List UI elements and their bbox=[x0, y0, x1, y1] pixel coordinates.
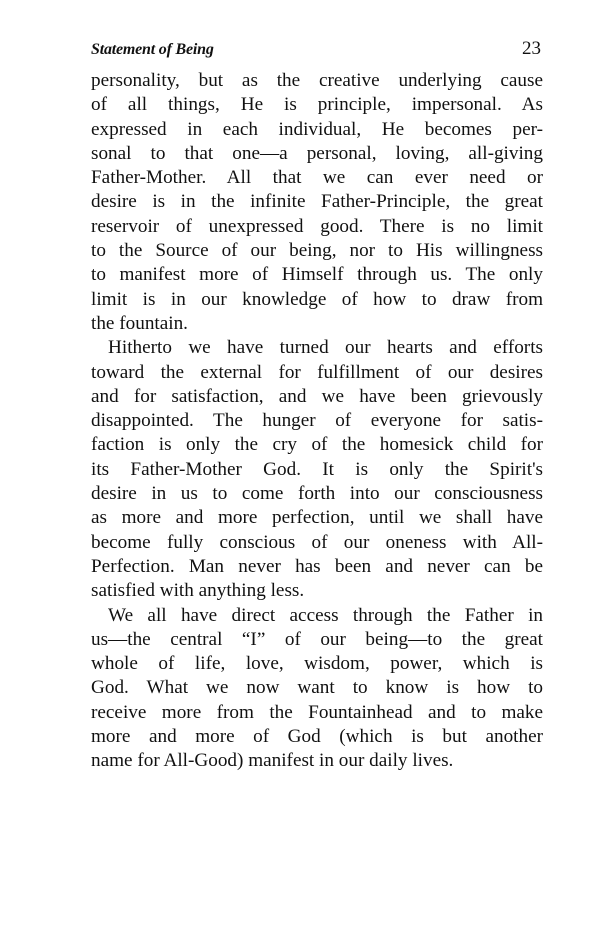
text-line: reservoir of unexpressed good. There is no limit bbox=[91, 215, 543, 237]
text-line: Hitherto we have turned our hearts and efforts bbox=[108, 337, 543, 359]
page-number: 23 bbox=[522, 38, 541, 59]
text-line: name for All-Good) manifest in our daily lives. bbox=[91, 750, 454, 772]
paragraph-1 bbox=[91, 69, 543, 336]
text-line: its Father-Mother God. It is only the Spirit's bbox=[91, 458, 543, 480]
text-line: limit is in our knowledge of how to draw from bbox=[91, 288, 543, 310]
text-line: sonal to that one—a personal, loving, all-giving bbox=[91, 142, 543, 164]
text-line: to manifest more of Himself through us. The only bbox=[91, 264, 543, 286]
text-line: of all things, He is principle, impersonal. As bbox=[91, 94, 543, 116]
text-line: We all have direct access through the Father in bbox=[108, 604, 543, 626]
text-line: the fountain. bbox=[91, 312, 188, 334]
text-line: receive more from the Fountainhead and to make bbox=[91, 701, 543, 723]
text-line: toward the external for fulfillment of our desires bbox=[91, 361, 543, 383]
text-line: desire in us to come forth into our consciousness bbox=[91, 483, 543, 505]
body-text bbox=[91, 69, 543, 774]
text-line: satisfied with anything less. bbox=[91, 580, 305, 602]
text-line: become fully conscious of our oneness with All- bbox=[91, 531, 543, 553]
text-line: expressed in each individual, He becomes per- bbox=[91, 118, 543, 140]
paragraph-2 bbox=[91, 336, 543, 603]
text-line: God. What we now want to know is how to bbox=[91, 677, 543, 699]
text-line: to the Source of our being, nor to His willingness bbox=[91, 240, 543, 262]
text-line: desire is in the infinite Father-Principle, the great bbox=[91, 191, 543, 213]
text-line: as more and more perfection, until we shall have bbox=[91, 507, 543, 529]
text-line: and for satisfaction, and we have been grievously bbox=[91, 385, 543, 407]
running-head-title: Statement of Being bbox=[91, 41, 214, 58]
text-line: Perfection. Man never has been and never can be bbox=[91, 555, 543, 577]
text-line: us—the central “I” of our being—to the great bbox=[91, 628, 543, 650]
running-head bbox=[91, 38, 541, 62]
paragraph-3 bbox=[91, 604, 543, 774]
text-line: whole of life, love, wisdom, power, which is bbox=[91, 653, 543, 675]
text-line: more and more of God (which is but another bbox=[91, 726, 543, 748]
text-line: personality, but as the creative underlying cause bbox=[91, 70, 543, 91]
text-line: Father-Mother. All that we can ever need or bbox=[91, 167, 543, 189]
text-line: faction is only the cry of the homesick child for bbox=[91, 434, 543, 456]
text-line: disappointed. The hunger of everyone for satis- bbox=[91, 410, 543, 432]
